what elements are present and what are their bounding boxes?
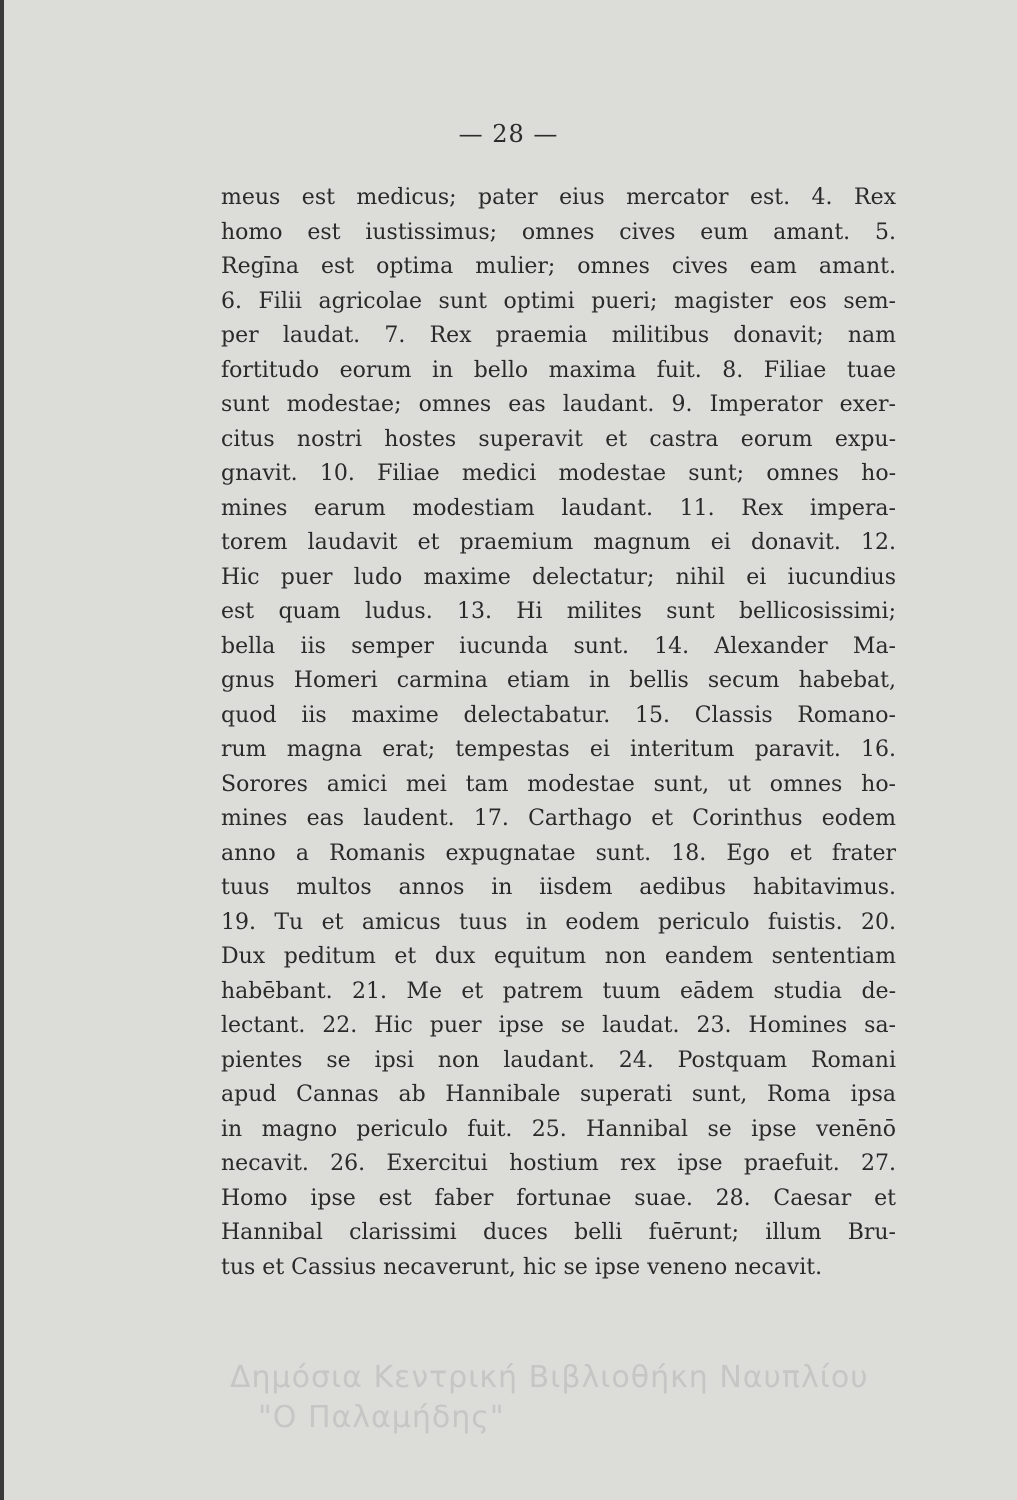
text-line: Homo ipse est faber fortunae suae. 28. Caesar et: [221, 1185, 896, 1211]
text-line: bella iis semper iucunda sunt. 14. Alexander Ma-: [221, 633, 896, 659]
text-line: Sorores amici mei tam modestae sunt, ut omnes ho-: [221, 771, 896, 797]
text-line: fortitudo eorum in bello maxima fuit. 8. Filiae tuae: [221, 357, 896, 383]
text-line: 6. Filii agricolae sunt optimi pueri; magister eos sem-: [221, 288, 896, 314]
text-line: tuus multos annos in iisdem aedibus habitavimus.: [221, 875, 896, 900]
body-text: [221, 181, 896, 1285]
text-line: habēbant. 21. Me et patrem tuum eādem studia de-: [221, 978, 896, 1004]
library-watermark-line-1: Δημόσια Κεντρική Βιβλιοθήκη Ναυπλίου: [230, 1360, 869, 1395]
text-line: pientes se ipsi non laudant. 24. Postquam Romani: [221, 1047, 896, 1073]
text-line: torem laudavit et praemium magnum ei donavit. 12.: [221, 530, 896, 555]
text-line: per laudat. 7. Rex praemia militibus donavit; nam: [221, 323, 896, 348]
text-line: gnavit. 10. Filiae medici modestae sunt; omnes ho-: [221, 461, 896, 486]
text-line: rum magna erat; tempestas ei interitum paravit. 16.: [221, 737, 896, 762]
text-line: meus est medicus; pater eius mercator est. 4. Rex: [221, 185, 896, 210]
text-line: necavit. 26. Exercitui hostium rex ipse praefuit. 27.: [221, 1151, 896, 1176]
text-line: anno a Romanis expugnatae sunt. 18. Ego et frater: [221, 840, 896, 866]
text-line: quod iis maxime delectabatur. 15. Classis Romano-: [221, 702, 896, 728]
text-line: homo est iustissimus; omnes cives eum amant. 5.: [221, 219, 896, 245]
text-line: lectant. 22. Hic puer ipse se laudat. 23. Homines sa-: [221, 1013, 896, 1038]
text-line: sunt modestae; omnes eas laudant. 9. Imperator exer-: [221, 392, 896, 417]
text-line: est quam ludus. 13. Hi milites sunt bellicosissimi;: [221, 599, 896, 624]
text-line: Dux peditum et dux equitum non eandem sententiam: [221, 944, 896, 969]
text-line: Hannibal clarissimi duces belli fuērunt; illum Bru-: [221, 1220, 896, 1245]
text-line: Hic puer ludo maxime delectatur; nihil ei iucundius: [221, 564, 896, 590]
text-line: gnus Homeri carmina etiam in bellis secum habebat,: [221, 668, 896, 693]
text-line: Regīna est optima mulier; omnes cives eam amant.: [221, 254, 896, 279]
text-line: in magno periculo fuit. 25. Hannibal se ipse venēnō: [221, 1116, 896, 1142]
text-line: 19. Tu et amicus tuus in eodem periculo fuistis. 20.: [221, 909, 896, 935]
text-line: mines eas laudent. 17. Carthago et Corinthus eodem: [221, 806, 896, 831]
page-number: — 28 —: [458, 120, 559, 148]
text-line: mines earum modestiam laudant. 11. Rex impera-: [221, 495, 896, 521]
page-binding-edge: [0, 0, 4, 1500]
text-line: apud Cannas ab Hannibale superati sunt, Roma ipsa: [221, 1082, 896, 1107]
text-line: tus et Cassius necaverunt, hic se ipse veneno necavit.: [221, 1254, 823, 1280]
text-line: citus nostri hostes superavit et castra eorum expu-: [221, 426, 896, 452]
library-watermark-line-2: "Ο Παλαμήδης": [258, 1400, 505, 1435]
